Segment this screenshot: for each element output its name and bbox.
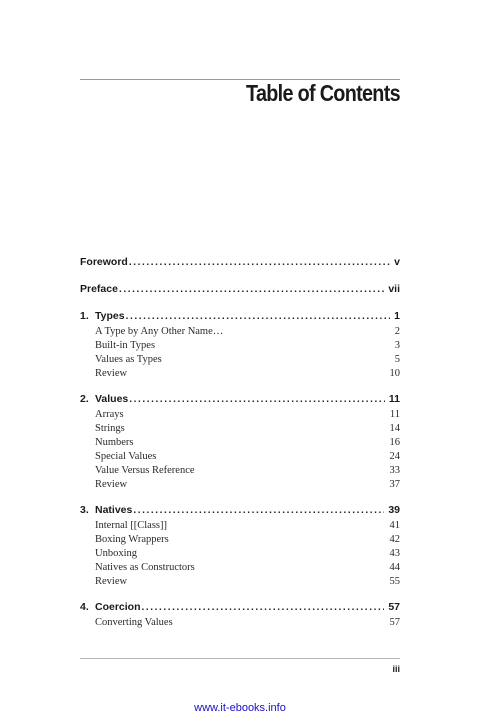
chapter-page: 1 xyxy=(394,310,400,322)
toc-section-entry[interactable] xyxy=(95,326,400,340)
toc-section-entry[interactable] xyxy=(95,409,400,423)
chapter-title: Types xyxy=(95,310,125,322)
section-page: 16 xyxy=(389,437,400,448)
section-page: 24 xyxy=(389,451,400,462)
section-title: Boxing Wrappers xyxy=(95,534,169,545)
chapter-page: vii xyxy=(388,283,400,295)
chapter-title: Foreword xyxy=(80,256,128,268)
toc-chapter-entry[interactable] xyxy=(80,393,400,409)
section-page: 33 xyxy=(389,465,400,476)
chapter-title: Coercion xyxy=(95,601,141,613)
toc-section-entry[interactable] xyxy=(95,617,400,631)
section-title: Arrays xyxy=(95,409,124,420)
dot-leader xyxy=(133,505,384,516)
section-title: Review xyxy=(95,368,128,379)
toc-group xyxy=(80,283,400,299)
toc-section-entry[interactable] xyxy=(95,368,400,382)
toc-section-entry[interactable] xyxy=(95,465,400,479)
section-title: Value Versus Reference xyxy=(95,465,195,476)
section-title: Converting Values xyxy=(95,617,173,628)
section-page: 43 xyxy=(389,548,400,559)
section-page: 37 xyxy=(389,479,400,490)
chapter-number: 3. xyxy=(80,504,89,516)
section-page: 42 xyxy=(389,534,400,545)
bottom-rule xyxy=(80,658,400,659)
toc-chapter-entry[interactable] xyxy=(80,256,400,272)
chapter-number: 2. xyxy=(80,393,89,405)
section-title: Review xyxy=(95,479,128,490)
section-page: 41 xyxy=(389,520,400,531)
toc-section-entry[interactable] xyxy=(95,437,400,451)
section-page: 44 xyxy=(389,562,400,573)
chapter-page: 11 xyxy=(388,393,400,405)
section-page: 55 xyxy=(389,576,400,587)
dot-leader xyxy=(126,311,391,322)
chapter-page: v xyxy=(394,256,400,268)
toc-group xyxy=(80,310,400,382)
toc-section-entry[interactable] xyxy=(95,576,400,590)
toc-section-entry[interactable] xyxy=(95,354,400,368)
page-number: iii xyxy=(392,664,400,674)
toc-group xyxy=(80,256,400,272)
toc-group xyxy=(80,393,400,493)
toc-chapter-entry[interactable] xyxy=(80,601,400,617)
section-title: A Type by Any Other Name… xyxy=(95,326,224,337)
toc-chapter-entry[interactable] xyxy=(80,310,400,326)
section-page: 11 xyxy=(389,409,400,420)
chapter-title: Natives xyxy=(95,504,133,516)
section-page: 5 xyxy=(394,354,400,365)
chapter-number: 4. xyxy=(80,601,89,613)
watermark-link[interactable]: www.it-ebooks.info xyxy=(194,702,286,714)
dot-leader xyxy=(129,394,385,405)
section-page: 10 xyxy=(389,368,400,379)
toc-chapter-entry[interactable] xyxy=(80,504,400,520)
toc-group xyxy=(80,601,400,631)
section-page: 3 xyxy=(394,340,400,351)
page-title: Table of Contents xyxy=(246,80,400,106)
section-title: Built-in Types xyxy=(95,340,156,351)
section-title: Special Values xyxy=(95,451,157,462)
toc-section-entry[interactable] xyxy=(95,520,400,534)
chapter-number: 1. xyxy=(80,310,89,322)
chapter-page: 57 xyxy=(388,601,400,613)
section-title: Natives as Constructors xyxy=(95,562,195,573)
section-title: Strings xyxy=(95,423,125,434)
toc-chapter-entry[interactable] xyxy=(80,283,400,299)
toc-section-entry[interactable] xyxy=(95,479,400,493)
toc-section-entry[interactable] xyxy=(95,423,400,437)
section-title: Numbers xyxy=(95,437,134,448)
dot-leader xyxy=(142,602,385,613)
section-page: 2 xyxy=(394,326,400,337)
section-page: 57 xyxy=(389,617,400,628)
section-title: Review xyxy=(95,576,128,587)
chapter-page: 39 xyxy=(388,504,400,516)
dot-leader xyxy=(119,284,384,295)
toc-section-entry[interactable] xyxy=(95,451,400,465)
section-title: Unboxing xyxy=(95,548,137,559)
toc-section-entry[interactable] xyxy=(95,562,400,576)
toc-section-entry[interactable] xyxy=(95,534,400,548)
section-title: Values as Types xyxy=(95,354,162,365)
chapter-title: Preface xyxy=(80,283,118,295)
toc-group xyxy=(80,504,400,590)
toc-section-entry[interactable] xyxy=(95,340,400,354)
section-page: 14 xyxy=(389,423,400,434)
table-of-contents xyxy=(80,256,400,642)
section-title: Internal [[Class]] xyxy=(95,520,168,531)
dot-leader xyxy=(129,257,390,268)
toc-section-entry[interactable] xyxy=(95,548,400,562)
chapter-title: Values xyxy=(95,393,129,405)
